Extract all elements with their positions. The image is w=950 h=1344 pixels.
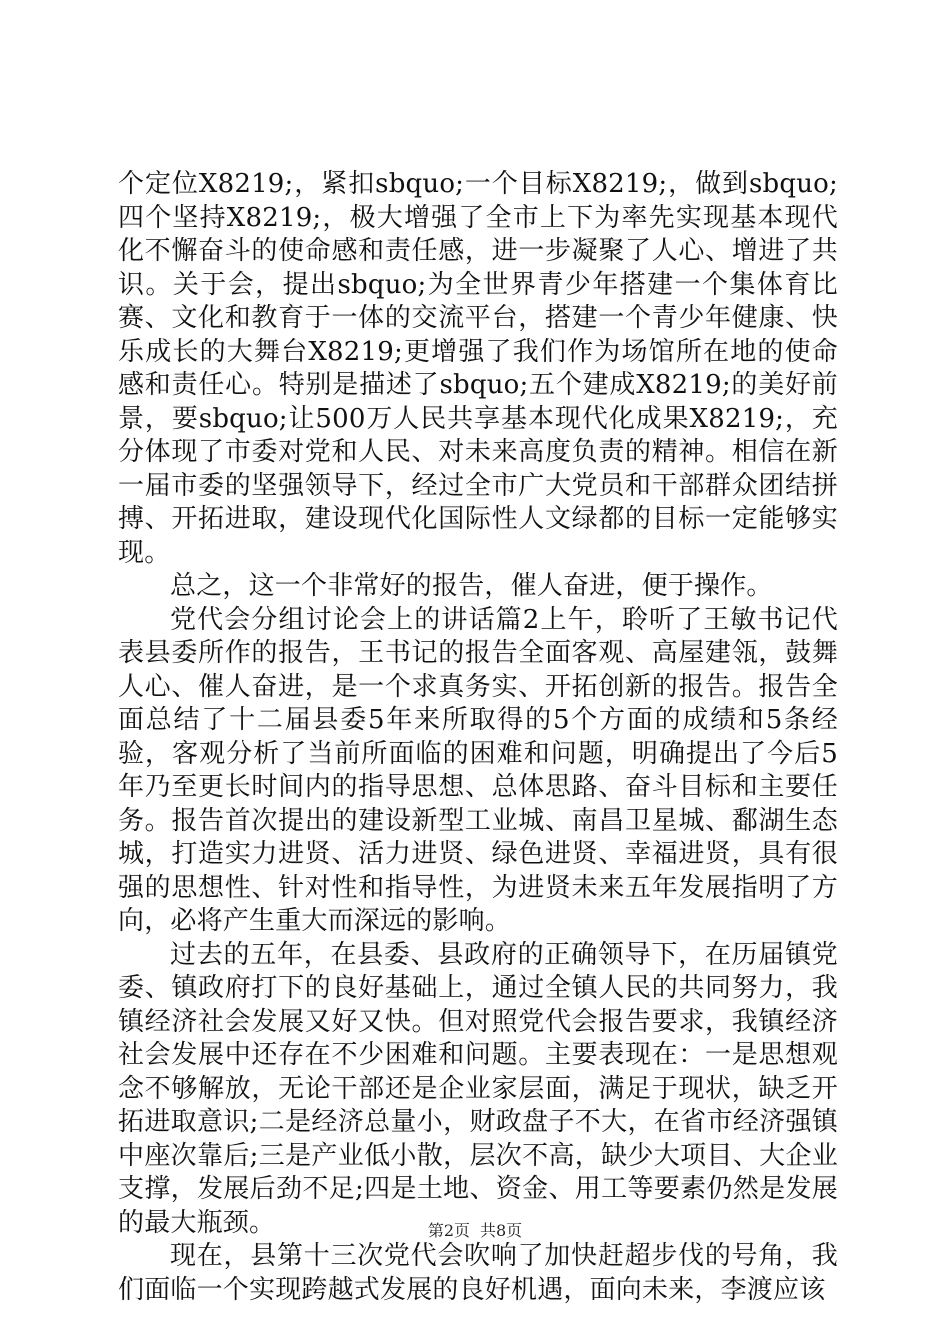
paragraph-3: 党代会分组讨论会上的讲话篇2上午，聆听了王敏书记代表县委所作的报告，王书记的报告全面客观、高屋建瓴，鼓舞人心、催人奋进，是一个求真务实、开拓创新的报告。报告全面总结了十二届县委5年来所取得的5个方面的成绩和5条经验，客观分析了当前所面临的困难和问题，明确提出了今后5年乃至更长时间内的指导思想、总体思路、奋斗目标和主要任务。报告首次提出的建设新型工业城、南昌卫星城、鄱湖生态城，打造实力进贤、活力进贤、绿色进贤、幸福进贤，具有很强的思想性、针对性和指导性，为进贤未来五年发展指明了方向，必将产生重大而深远的影响。: [118, 604, 838, 936]
page-number: 第2页: [427, 1221, 470, 1240]
page-total: 共8页: [480, 1221, 523, 1240]
page-footer: [0, 1218, 950, 1241]
document-body: [118, 168, 838, 1307]
paragraph-4: 过去的五年，在县委、县政府的正确领导下，在历届镇党委、镇政府打下的良好基础上，通过全镇人民的共同努力，我镇经济社会发展又好又快。但对照党代会报告要求，我镇经济社会发展中还存在不少困难和问题。主要表现在：一是思想观念不够解放，无论干部还是企业家层面，满足于现状，缺乏开拓进取意识;二是经济总量小，财政盘子不大，在省市经济强镇中座次靠后;三是产业低小散，层次不高，缺少大项目、大企业支撑，发展后劲不足;四是土地、资金、用工等要素仍然是发展的最大瓶颈。: [118, 939, 838, 1238]
paragraph-5: 现在，县第十三次党代会吹响了加快赶超步伐的号角，我们面临一个实现跨越式发展的良好机遇，面向未来，李渡应该: [118, 1241, 838, 1305]
paragraph-2: 总之，这一个非常好的报告，催人奋进，便于操作。: [170, 571, 773, 601]
paragraph-1: 个定位X8219;，紧扣sbquo;一个目标X8219;，做到sbquo;四个坚持X8219;，极大增强了全市上下为率先实现基本现代化不懈奋斗的使命感和责任感，进一步凝聚了人心、增进了共识。关于会，提出sbquo;为全世界青少年搭建一个集体育比赛、文化和教育于一体的交流平台，搭建一个青少年健康、快乐成长的大舞台X8219;更增强了我们作为场馆所在地的使命感和责任心。特别是描述了sbquo;五个建成X8219;的美好前景，要sbquo;让500万人民共享基本现代化成果X8219;，充分体现了市委对党和人民、对未来高度负责的精神。相信在新一届市委的坚强领导下，经过全市广大党员和干部群众团结拼搏、开拓进取，建设现代化国际性人文绿都的目标一定能够实现。: [118, 169, 838, 568]
